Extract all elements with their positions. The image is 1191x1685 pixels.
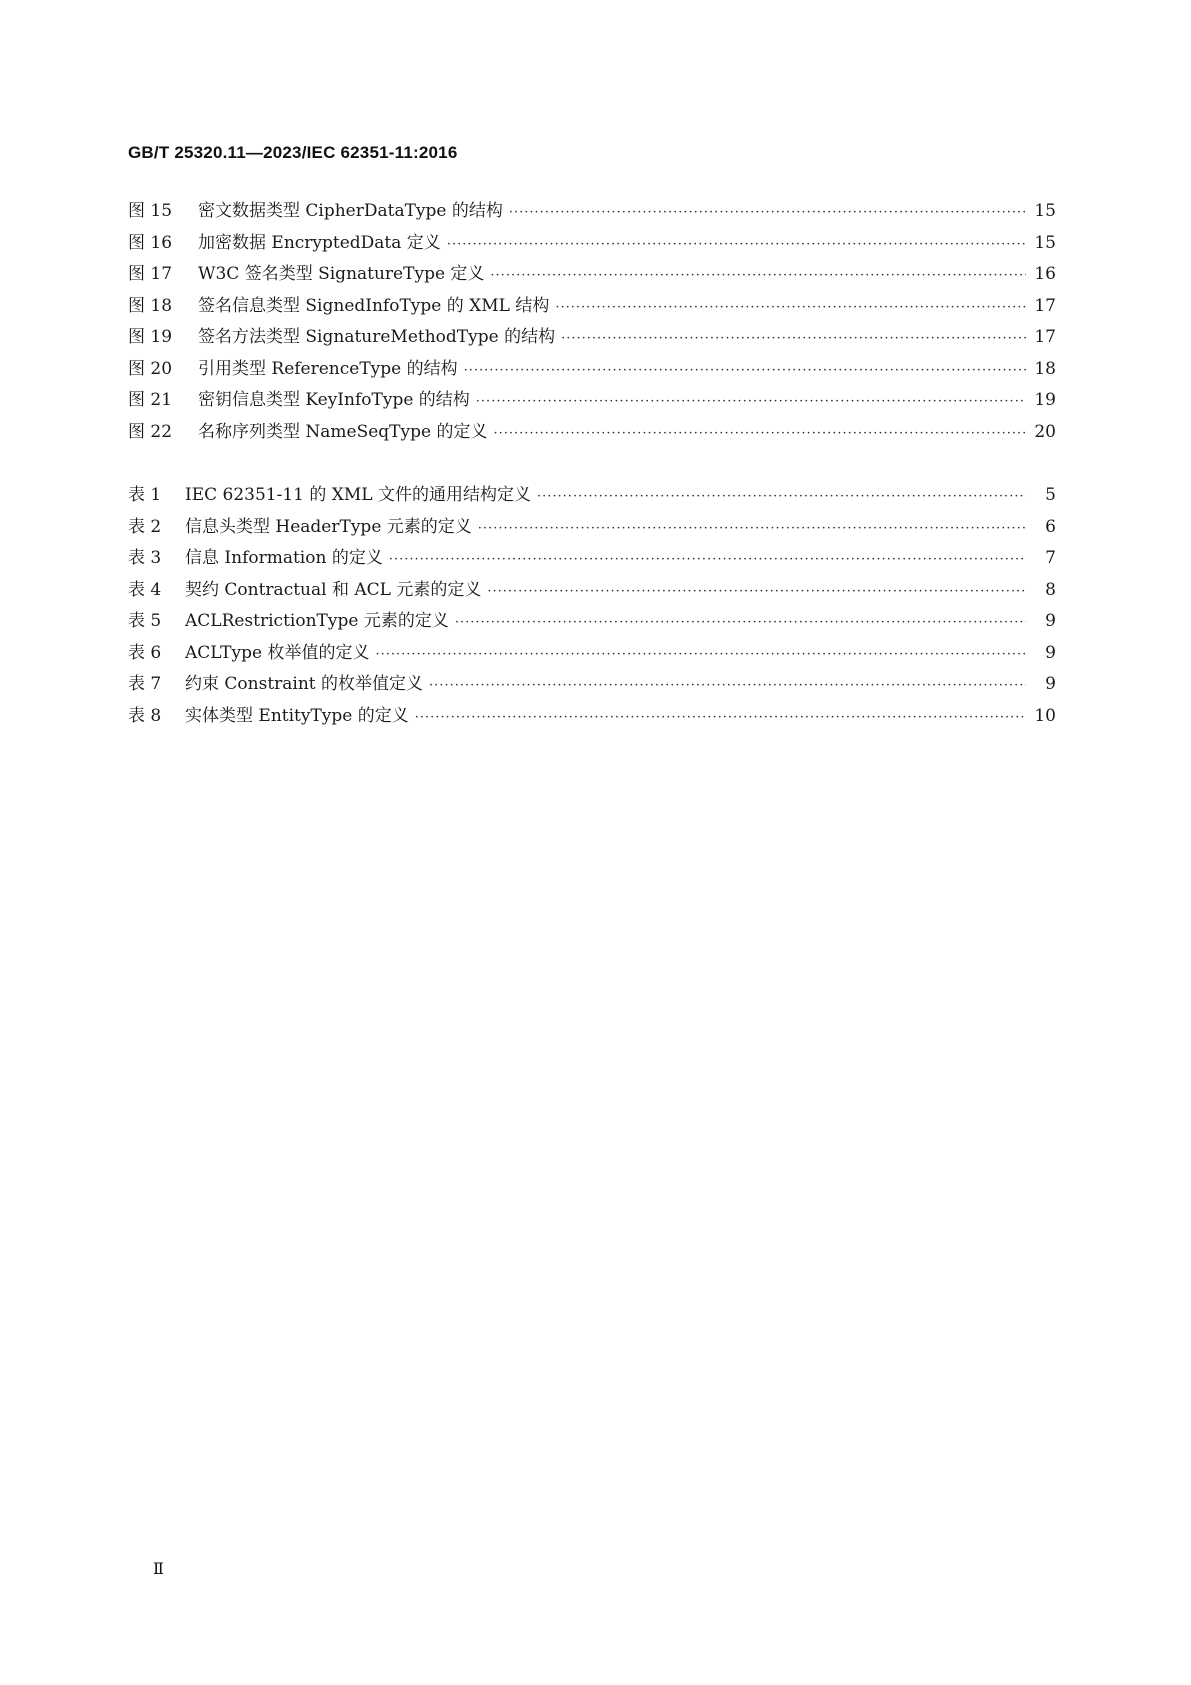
table-number: 表 2 [128, 516, 162, 537]
table-entry[interactable] [128, 669, 1056, 701]
dot-leader [447, 229, 1026, 261]
figure-list [128, 196, 1056, 448]
dot-leader [561, 323, 1026, 355]
page-number: Ⅱ [153, 1559, 164, 1578]
dot-leader [375, 639, 1026, 671]
figure-entry[interactable] [128, 196, 1056, 228]
dot-leader [476, 386, 1026, 418]
table-title: 契约 Contractual 和 ACL 元素的定义 [185, 579, 482, 600]
table-title: IEC 62351-11 的 XML 文件的通用结构定义 [185, 485, 532, 505]
dot-leader [464, 355, 1026, 387]
figure-page: 15 [1034, 232, 1056, 253]
figure-title: 引用类型 ReferenceType 的结构 [198, 358, 458, 379]
figure-page: 20 [1034, 421, 1056, 442]
figure-entry[interactable] [128, 322, 1056, 354]
table-entry[interactable] [128, 480, 1056, 512]
table-title: 信息 Information 的定义 [185, 548, 383, 568]
table-number: 表 6 [128, 642, 162, 663]
dot-leader [490, 260, 1026, 292]
figure-page: 16 [1034, 264, 1056, 284]
dot-leader [455, 607, 1026, 639]
table-entry[interactable] [128, 512, 1056, 544]
figure-page: 17 [1034, 295, 1056, 316]
figure-number: 图 21 [128, 390, 173, 410]
dot-leader [415, 702, 1026, 734]
figure-number: 图 22 [128, 421, 173, 442]
figure-title: 密文数据类型 CipherDataType 的结构 [198, 201, 503, 221]
table-number: 表 5 [128, 611, 162, 631]
figure-entry[interactable] [128, 291, 1056, 323]
table-page: 7 [1045, 548, 1056, 568]
table-title: 信息头类型 HeaderType 元素的定义 [185, 516, 472, 537]
table-title: 约束 Constraint 的枚举值定义 [185, 674, 424, 694]
dot-leader [493, 418, 1026, 450]
table-list [128, 480, 1056, 732]
table-page: 9 [1045, 674, 1056, 694]
table-entry[interactable] [128, 638, 1056, 670]
dot-leader [509, 197, 1026, 229]
figure-number: 图 19 [128, 327, 173, 347]
table-entry[interactable] [128, 575, 1056, 607]
figure-title: 签名信息类型 SignedInfoType 的 XML 结构 [198, 295, 550, 316]
table-page: 9 [1045, 611, 1056, 631]
table-page: 8 [1045, 579, 1056, 600]
table-number: 表 4 [128, 579, 162, 600]
table-page: 9 [1045, 642, 1056, 663]
table-number: 表 3 [128, 548, 162, 568]
figure-page: 17 [1034, 327, 1056, 347]
table-page: 5 [1045, 485, 1056, 505]
figure-entry[interactable] [128, 259, 1056, 291]
dot-leader [487, 576, 1026, 608]
dot-leader [555, 292, 1026, 324]
figure-entry[interactable] [128, 228, 1056, 260]
figure-number: 图 15 [128, 201, 173, 221]
figure-number: 图 18 [128, 295, 173, 316]
table-title: ACLRestrictionType 元素的定义 [185, 611, 449, 631]
dot-leader [537, 481, 1026, 513]
table-entry[interactable] [128, 543, 1056, 575]
table-title: 实体类型 EntityType 的定义 [185, 705, 409, 726]
figure-title: 签名方法类型 SignatureMethodType 的结构 [198, 327, 556, 347]
figure-entry[interactable] [128, 385, 1056, 417]
table-entry[interactable] [128, 701, 1056, 733]
figure-entry[interactable] [128, 354, 1056, 386]
figure-title: 加密数据 EncryptedData 定义 [198, 232, 441, 253]
table-page: 6 [1045, 516, 1056, 537]
table-number: 表 8 [128, 705, 162, 726]
figure-number: 图 20 [128, 358, 173, 379]
figure-title: W3C 签名类型 SignatureType 定义 [198, 264, 485, 284]
figure-title: 密钥信息类型 KeyInfoType 的结构 [198, 390, 470, 410]
dot-leader [389, 544, 1026, 576]
dot-leader [429, 670, 1026, 702]
table-page: 10 [1034, 705, 1056, 726]
figure-number: 图 17 [128, 264, 173, 284]
figure-page: 18 [1034, 358, 1056, 379]
figure-page: 19 [1034, 390, 1056, 410]
table-number: 表 7 [128, 674, 162, 694]
table-number: 表 1 [128, 485, 162, 505]
figure-page: 15 [1034, 201, 1056, 221]
table-title: ACLType 枚举值的定义 [185, 642, 370, 663]
document-standard-id: GB/T 25320.11—2023/IEC 62351-11:2016 [128, 143, 458, 162]
dot-leader [478, 513, 1026, 545]
table-entry[interactable] [128, 606, 1056, 638]
figure-entry[interactable] [128, 417, 1056, 449]
figure-title: 名称序列类型 NameSeqType 的定义 [198, 421, 488, 442]
figure-number: 图 16 [128, 232, 173, 253]
